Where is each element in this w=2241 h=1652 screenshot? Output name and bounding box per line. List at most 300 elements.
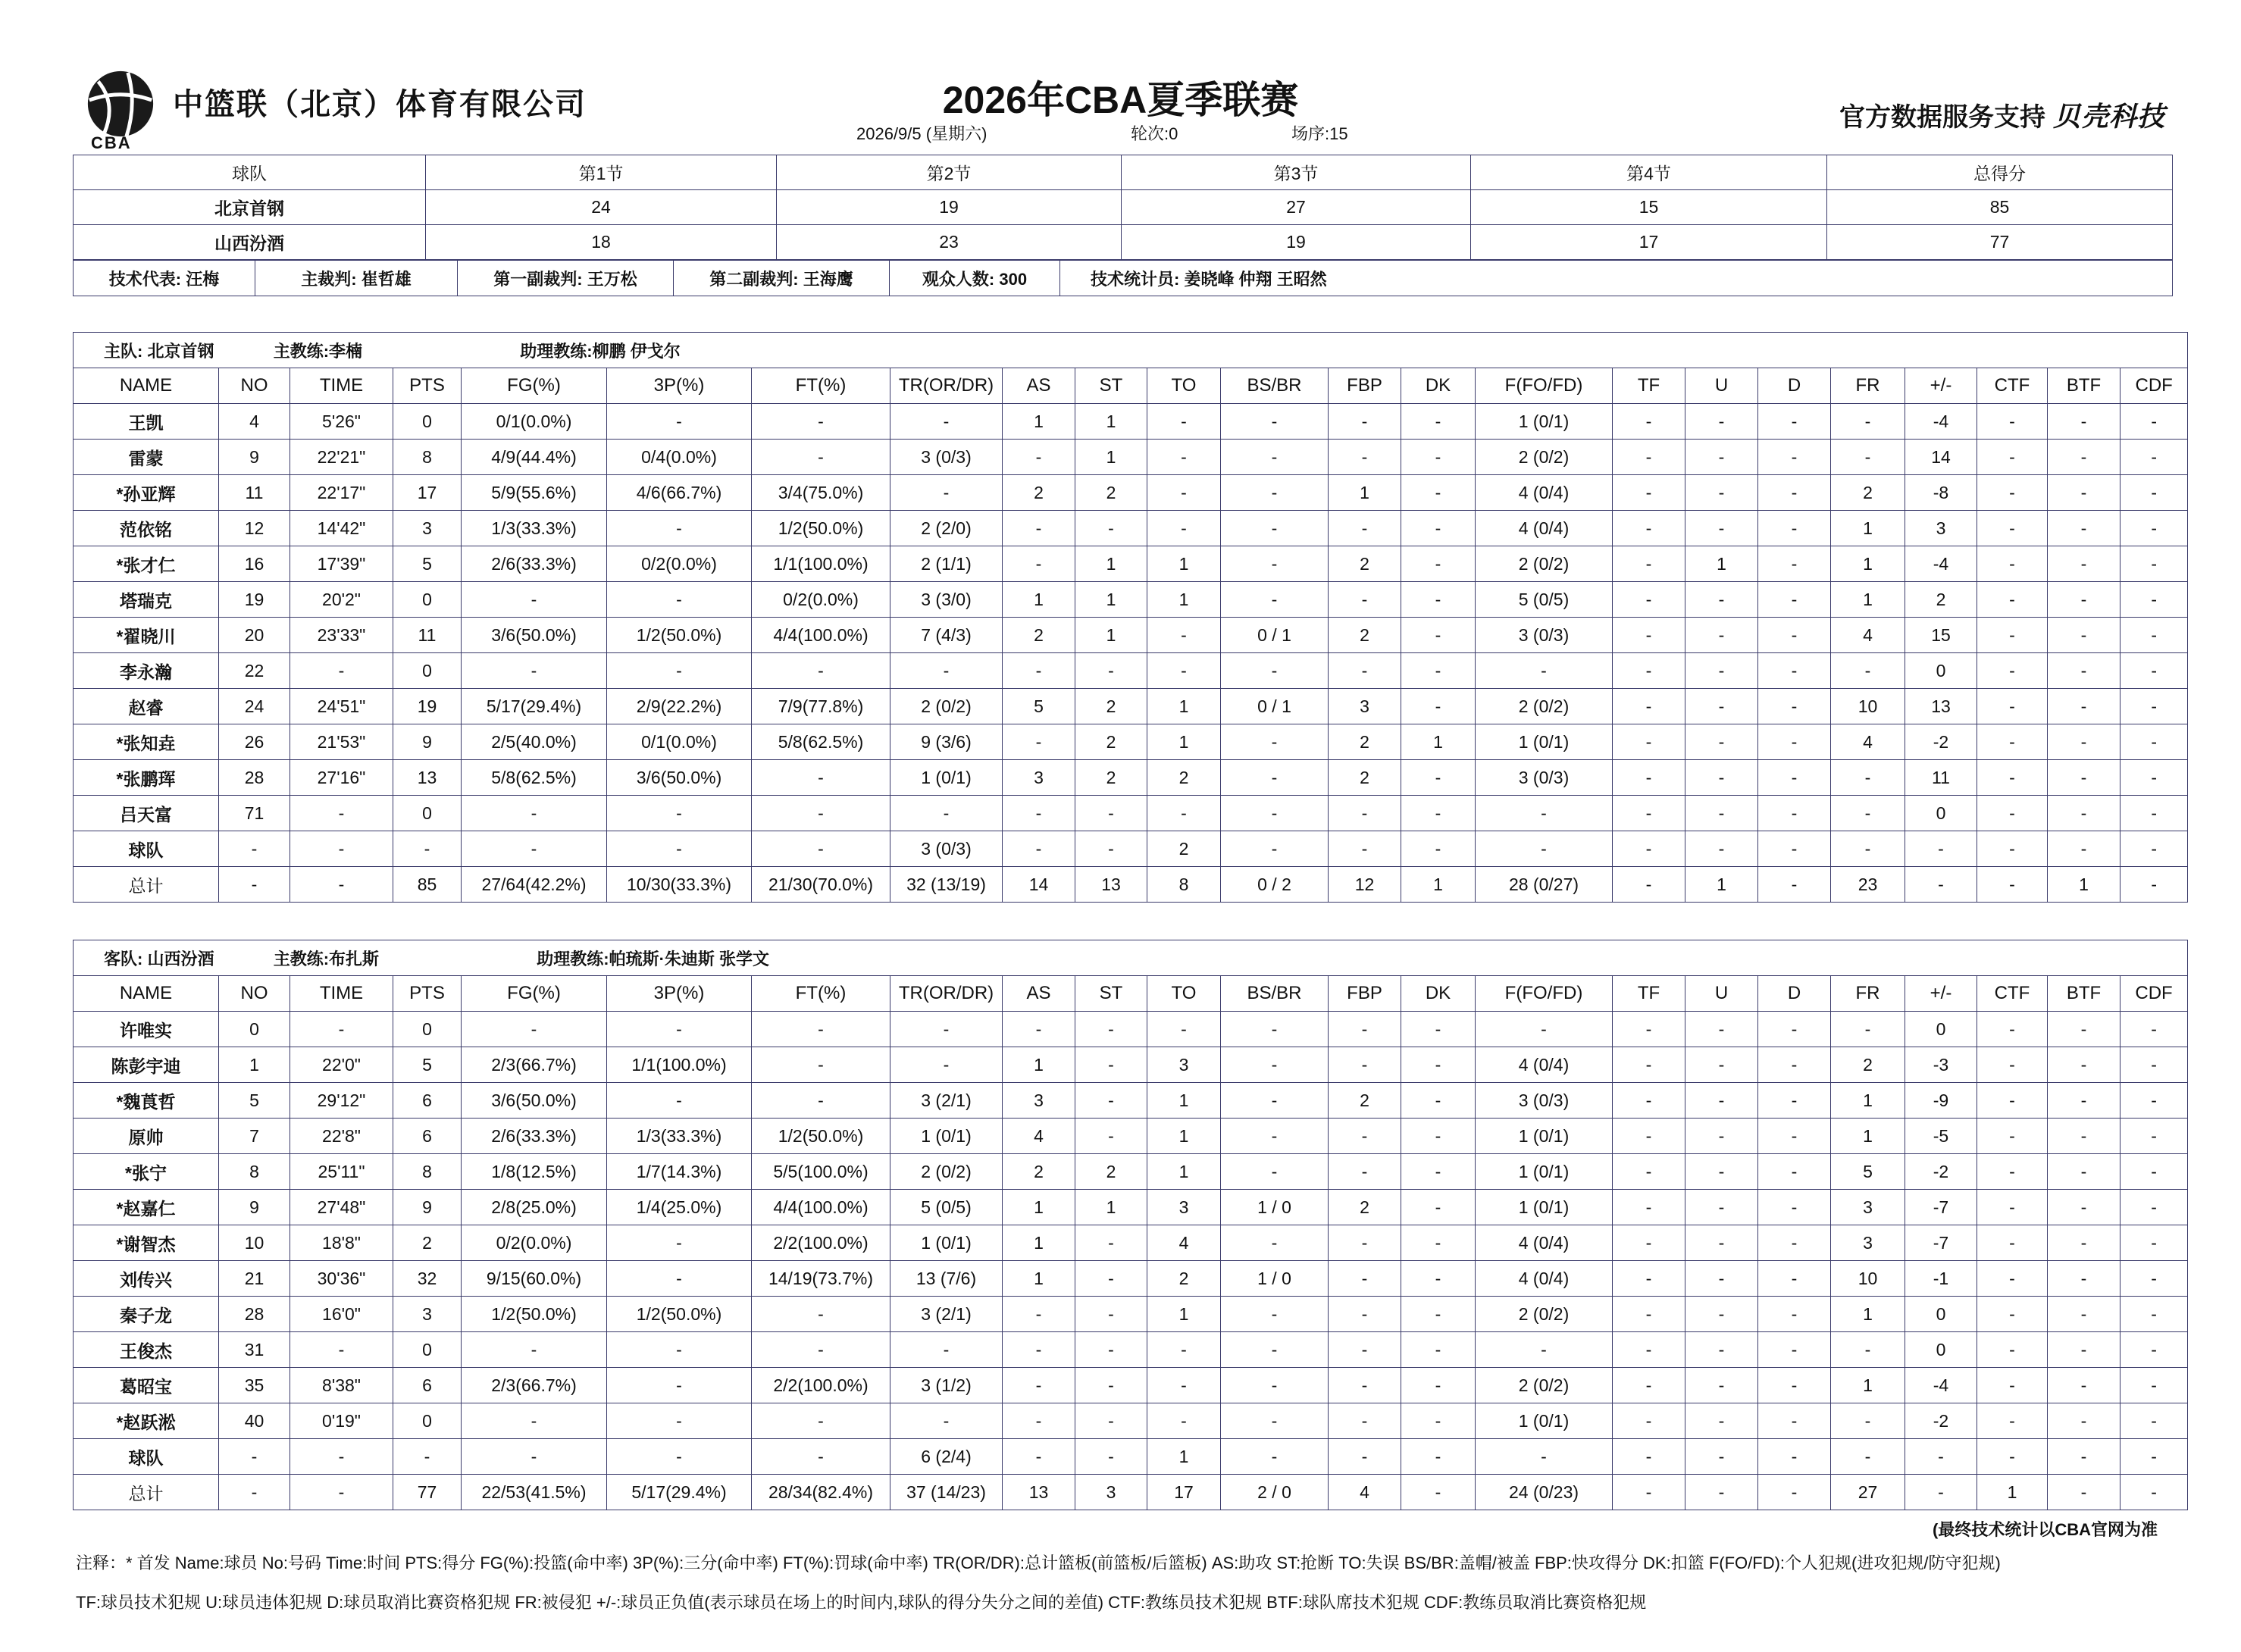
stat-cell: -: [2048, 760, 2120, 796]
player-row: [74, 1225, 2188, 1261]
score-cell: 27: [1122, 190, 1471, 225]
stat-cell: -: [1977, 1154, 2048, 1190]
stat-cell: 13: [393, 760, 462, 796]
stat-cell: -: [2048, 1332, 2120, 1368]
stat-cell: 0/2(0.0%): [607, 546, 752, 582]
stat-cell: 0 / 2: [1221, 867, 1329, 903]
stat-cell: 3: [1147, 1190, 1221, 1225]
stat-cell: 1: [1147, 1083, 1221, 1119]
stat-cell: 2: [1075, 724, 1147, 760]
stat-cell: -: [1329, 1261, 1401, 1297]
stat-cell: -: [1003, 546, 1075, 582]
stat-cell: -: [1329, 1119, 1401, 1154]
stat-cell: -: [1758, 1119, 1831, 1154]
stat-cell: 24 (0/23): [1476, 1475, 1613, 1510]
stat-cell: -: [219, 867, 290, 903]
stat-cell: -: [1075, 1012, 1147, 1047]
stat-cell: -: [2048, 618, 2120, 653]
player-row: [74, 1368, 2188, 1403]
stat-cell: -: [1221, 1119, 1329, 1154]
stat-cell: -: [1401, 404, 1476, 440]
column-header: +/-: [1905, 368, 1977, 404]
stat-cell: 0/4(0.0%): [607, 440, 752, 475]
stat-cell: -: [1758, 1332, 1831, 1368]
stat-cell: -: [1329, 1225, 1401, 1261]
stat-cell: 1: [1003, 404, 1075, 440]
stat-cell: -: [890, 796, 1003, 831]
stat-cell: 1: [1831, 1119, 1905, 1154]
stat-cell: 8: [219, 1154, 290, 1190]
stat-cell: 23: [1831, 867, 1905, 903]
stat-cell: -: [1758, 1047, 1831, 1083]
stat-cell: -: [1221, 1154, 1329, 1190]
stat-cell: -: [1905, 1475, 1977, 1510]
stat-cell: 3/4(75.0%): [752, 475, 890, 511]
official-referee: 主裁判: 崔哲雄: [255, 261, 458, 296]
stat-cell: 2: [1147, 831, 1221, 867]
stat-cell: 3 (1/2): [890, 1368, 1003, 1403]
stat-cell: -: [1003, 1439, 1075, 1475]
stat-cell: -: [752, 1297, 890, 1332]
stat-cell: 1: [1685, 867, 1758, 903]
player-name: *张知垚: [74, 724, 219, 760]
stat-cell: 12: [219, 511, 290, 546]
player-name: 球队: [74, 831, 219, 867]
stat-cell: -: [1221, 475, 1329, 511]
stat-cell: -9: [1905, 1083, 1977, 1119]
stat-cell: 2: [1075, 689, 1147, 724]
stat-cell: 1 (0/1): [1476, 1403, 1613, 1439]
away-caption-row: [74, 940, 2188, 976]
stat-cell: 4: [1003, 1119, 1075, 1154]
stat-cell: 2 (0/2): [1476, 1368, 1613, 1403]
player-row: [74, 653, 2188, 689]
stat-cell: 5: [393, 1047, 462, 1083]
player-row: [74, 831, 2188, 867]
stat-cell: -: [1401, 796, 1476, 831]
stat-cell: -: [752, 831, 890, 867]
stat-cell: -: [1075, 1368, 1147, 1403]
stat-cell: -: [1613, 796, 1685, 831]
stat-cell: -: [1977, 1190, 2048, 1225]
player-name: 王凯: [74, 404, 219, 440]
stat-cell: -: [607, 511, 752, 546]
stat-cell: -: [1221, 582, 1329, 618]
stat-cell: -: [1685, 1190, 1758, 1225]
stat-cell: -: [1401, 546, 1476, 582]
stat-cell: -: [1221, 1083, 1329, 1119]
stat-cell: -: [1758, 1475, 1831, 1510]
player-row: [74, 404, 2188, 440]
stat-cell: 1/4(25.0%): [607, 1190, 752, 1225]
home-coach: 主教练:李楠: [273, 341, 363, 361]
stat-cell: -: [2048, 1225, 2120, 1261]
stat-cell: -: [1831, 1012, 1905, 1047]
stat-cell: -: [1831, 1439, 1905, 1475]
stat-cell: -: [2048, 1368, 2120, 1403]
stat-cell: -: [1221, 1439, 1329, 1475]
stat-cell: 11: [1905, 760, 1977, 796]
stat-cell: -: [462, 796, 607, 831]
stat-cell: 0/1(0.0%): [607, 724, 752, 760]
stat-cell: 5/17(29.4%): [462, 689, 607, 724]
stat-cell: 0'19": [290, 1403, 393, 1439]
stat-cell: -: [1221, 404, 1329, 440]
stat-cell: 2: [1329, 1083, 1401, 1119]
stat-cell: 1 (0/1): [890, 1225, 1003, 1261]
stat-cell: -: [1221, 796, 1329, 831]
stat-cell: 4: [1147, 1225, 1221, 1261]
column-header: TIME: [290, 976, 393, 1012]
stat-cell: 2/5(40.0%): [462, 724, 607, 760]
stat-cell: 2/6(33.3%): [462, 1119, 607, 1154]
score-header-row: [74, 155, 2173, 190]
stat-cell: 2 (1/1): [890, 546, 1003, 582]
stat-cell: 5/9(55.6%): [462, 475, 607, 511]
stat-cell: -: [1147, 618, 1221, 653]
stat-cell: -: [1831, 796, 1905, 831]
stat-cell: 22'8": [290, 1119, 393, 1154]
stat-cell: 1: [1147, 689, 1221, 724]
stat-cell: -: [1476, 831, 1613, 867]
stat-cell: -2: [1905, 724, 1977, 760]
stat-cell: -: [1613, 1332, 1685, 1368]
stat-cell: -: [1401, 653, 1476, 689]
stat-cell: -: [1977, 1439, 2048, 1475]
stat-cell: -: [1221, 653, 1329, 689]
stat-cell: -: [1003, 831, 1075, 867]
stat-cell: 3: [1075, 1475, 1147, 1510]
column-header: DK: [1401, 368, 1476, 404]
stat-cell: -: [2048, 831, 2120, 867]
player-name: 李永瀚: [74, 653, 219, 689]
stat-cell: -: [1685, 1403, 1758, 1439]
stat-cell: 3/6(50.0%): [462, 618, 607, 653]
stat-cell: -: [1147, 796, 1221, 831]
stat-cell: 1/2(50.0%): [607, 618, 752, 653]
stat-cell: 1: [1075, 404, 1147, 440]
stat-cell: 3: [1003, 760, 1075, 796]
stat-cell: -: [1977, 1297, 2048, 1332]
stat-cell: 2 (0/2): [1476, 546, 1613, 582]
stat-cell: -: [2120, 1261, 2188, 1297]
stat-cell: 4 (0/4): [1476, 511, 1613, 546]
stat-cell: -: [1613, 1403, 1685, 1439]
stat-cell: 9 (3/6): [890, 724, 1003, 760]
match-round: 轮次:0: [1131, 124, 1178, 143]
stat-cell: 5/8(62.5%): [752, 724, 890, 760]
stat-cell: -: [2120, 653, 2188, 689]
stat-cell: 4: [1831, 618, 1905, 653]
stat-cell: -: [2120, 1190, 2188, 1225]
sponsor-label: 官方数据服务支持: [1839, 103, 2045, 132]
stat-cell: 1/2(50.0%): [752, 511, 890, 546]
stat-cell: 10: [1831, 689, 1905, 724]
stat-cell: 3/6(50.0%): [462, 1083, 607, 1119]
stat-cell: -: [1476, 1439, 1613, 1475]
stat-cell: -: [607, 796, 752, 831]
stat-cell: -: [890, 475, 1003, 511]
stat-cell: -: [290, 1332, 393, 1368]
stat-cell: -: [1613, 582, 1685, 618]
home-assistant-coach: 助理教练:柳鹏 伊戈尔: [520, 341, 681, 361]
stat-cell: -: [1685, 1297, 1758, 1332]
stat-cell: 14'42": [290, 511, 393, 546]
score-row-away: [74, 225, 2173, 260]
stat-cell: 1: [1147, 1439, 1221, 1475]
stat-cell: -: [1977, 689, 2048, 724]
home-caption-row: [74, 333, 2188, 368]
stat-cell: -: [1685, 618, 1758, 653]
stat-cell: -: [1977, 1332, 2048, 1368]
stat-cell: -: [1075, 1047, 1147, 1083]
stat-cell: -: [219, 1475, 290, 1510]
away-assistant-coach: 助理教练:帕琉斯·朱迪斯 张学文: [537, 949, 770, 968]
player-row: [74, 689, 2188, 724]
stat-cell: -: [1613, 867, 1685, 903]
stat-cell: -: [1329, 1439, 1401, 1475]
stat-cell: 1/7(14.3%): [607, 1154, 752, 1190]
stat-cell: 27: [1831, 1475, 1905, 1510]
score-cell: 17: [1471, 225, 1827, 260]
stat-cell: -: [890, 653, 1003, 689]
player-row: [74, 1047, 2188, 1083]
stat-cell: 4 (0/4): [1476, 1047, 1613, 1083]
stat-cell: -: [1613, 1297, 1685, 1332]
stat-cell: 71: [219, 796, 290, 831]
stat-cell: -: [1003, 440, 1075, 475]
stat-cell: 7/9(77.8%): [752, 689, 890, 724]
stat-cell: -: [1401, 1154, 1476, 1190]
stat-cell: -: [607, 582, 752, 618]
stat-cell: -: [2120, 404, 2188, 440]
column-header: TF: [1613, 976, 1685, 1012]
stat-cell: -: [1401, 1190, 1476, 1225]
stat-cell: -: [1401, 1119, 1476, 1154]
stat-cell: -: [1977, 1403, 2048, 1439]
column-header: BS/BR: [1221, 976, 1329, 1012]
player-row: [74, 618, 2188, 653]
stat-cell: 9: [219, 440, 290, 475]
stat-cell: 1: [2048, 867, 2120, 903]
stat-cell: -: [1613, 1119, 1685, 1154]
stat-cell: 2: [393, 1225, 462, 1261]
stat-cell: 1 (0/1): [1476, 1119, 1613, 1154]
stat-cell: -: [607, 653, 752, 689]
stat-cell: -: [1758, 1190, 1831, 1225]
stat-cell: -: [2048, 653, 2120, 689]
stat-cell: -: [2048, 689, 2120, 724]
stat-cell: 16: [219, 546, 290, 582]
stat-cell: -: [1613, 475, 1685, 511]
stat-cell: 0: [1905, 1012, 1977, 1047]
stat-cell: 3 (2/1): [890, 1083, 1003, 1119]
official-tech-rep: 技术代表: 汪梅: [74, 261, 255, 296]
stat-cell: -: [752, 1439, 890, 1475]
stat-cell: 2 / 0: [1221, 1475, 1329, 1510]
score-cell: 19: [1122, 225, 1471, 260]
stat-cell: -: [1685, 653, 1758, 689]
score-header: 第3节: [1122, 155, 1471, 190]
stat-cell: -: [607, 1439, 752, 1475]
score-cell: 85: [1827, 190, 2173, 225]
player-name: *孙亚辉: [74, 475, 219, 511]
attendance: 观众人数: 300: [890, 261, 1060, 296]
stat-cell: 24: [219, 689, 290, 724]
player-row: [74, 1297, 2188, 1332]
stat-cell: -: [1075, 1332, 1147, 1368]
stat-cell: -: [462, 1439, 607, 1475]
stat-cell: -: [1329, 582, 1401, 618]
stat-cell: -2: [1905, 1154, 1977, 1190]
stat-cell: -: [1075, 831, 1147, 867]
stat-cell: -: [607, 404, 752, 440]
player-row: [74, 724, 2188, 760]
stat-cell: -: [1329, 440, 1401, 475]
stat-cell: -: [1758, 1368, 1831, 1403]
stat-cell: 2/3(66.7%): [462, 1368, 607, 1403]
stat-cell: -: [1329, 796, 1401, 831]
stat-cell: -: [2120, 831, 2188, 867]
stat-cell: 1 (0/1): [1476, 404, 1613, 440]
away-header-row: [74, 976, 2188, 1012]
stat-cell: -: [1401, 1368, 1476, 1403]
stat-cell: -: [1758, 582, 1831, 618]
report-header: [0, 0, 2241, 152]
stat-cell: 2: [1075, 760, 1147, 796]
officials-table: [73, 260, 2173, 296]
column-header: TF: [1613, 368, 1685, 404]
stat-cell: -: [1758, 1297, 1831, 1332]
score-team: 山西汾酒: [74, 225, 426, 260]
stat-cell: -: [1977, 653, 2048, 689]
official-umpire-2: 第二副裁判: 王海鹰: [674, 261, 890, 296]
player-name: 雷蒙: [74, 440, 219, 475]
stat-cell: -: [1758, 689, 1831, 724]
stat-cell: -: [1758, 1225, 1831, 1261]
stat-cell: 3 (0/3): [1476, 760, 1613, 796]
player-name: *谢智杰: [74, 1225, 219, 1261]
stat-cell: -: [1147, 475, 1221, 511]
score-header: 总得分: [1827, 155, 2173, 190]
stat-cell: 2/3(66.7%): [462, 1047, 607, 1083]
player-name: *翟晓川: [74, 618, 219, 653]
stat-cell: 1 (0/1): [890, 1119, 1003, 1154]
column-header: NO: [219, 368, 290, 404]
stat-cell: -: [2120, 1154, 2188, 1190]
stat-cell: -: [607, 1261, 752, 1297]
stat-cell: 18'8": [290, 1225, 393, 1261]
stat-cell: 5/5(100.0%): [752, 1154, 890, 1190]
player-row: [74, 546, 2188, 582]
stat-cell: -: [1758, 1261, 1831, 1297]
stat-cell: 13: [1905, 689, 1977, 724]
stat-cell: -: [2048, 1083, 2120, 1119]
stat-cell: -: [1329, 653, 1401, 689]
stat-cell: -: [1075, 511, 1147, 546]
stat-cell: 1 (0/1): [1476, 1154, 1613, 1190]
column-header: FT(%): [752, 976, 890, 1012]
stat-cell: -: [752, 1047, 890, 1083]
stat-cell: 1/1(100.0%): [607, 1047, 752, 1083]
final-note: (最终技术统计以CBA官网为准: [1933, 1520, 2158, 1539]
stat-cell: -: [1147, 440, 1221, 475]
stat-cell: -: [1003, 1297, 1075, 1332]
stat-cell: 1: [1075, 1190, 1147, 1225]
stat-cell: -: [1613, 404, 1685, 440]
home-caption: [74, 333, 2188, 368]
stat-cell: -: [1147, 1368, 1221, 1403]
stat-cell: 2: [1329, 724, 1401, 760]
stat-cell: -: [1221, 1368, 1329, 1403]
stat-cell: -: [1003, 653, 1075, 689]
stat-cell: -: [1003, 511, 1075, 546]
stat-cell: 0: [393, 796, 462, 831]
column-header: AS: [1003, 368, 1075, 404]
column-header: F(FO/FD): [1476, 368, 1613, 404]
stat-cell: 17: [393, 475, 462, 511]
column-header: 3P(%): [607, 976, 752, 1012]
stat-cell: -: [393, 1439, 462, 1475]
stat-cell: -: [2048, 796, 2120, 831]
score-cell: 15: [1471, 190, 1827, 225]
stat-cell: 4 (0/4): [1476, 475, 1613, 511]
stat-cell: -: [1147, 404, 1221, 440]
stat-cell: -: [1977, 1225, 2048, 1261]
stat-cell: -: [1613, 511, 1685, 546]
stat-cell: 2/2(100.0%): [752, 1225, 890, 1261]
stat-cell: -: [1685, 1225, 1758, 1261]
stat-cell: -: [752, 1332, 890, 1368]
stat-cell: 3/6(50.0%): [607, 760, 752, 796]
player-name: *张才仁: [74, 546, 219, 582]
stat-cell: 21/30(70.0%): [752, 867, 890, 903]
player-row: [74, 1012, 2188, 1047]
stat-cell: 1: [1831, 546, 1905, 582]
stat-cell: -: [462, 582, 607, 618]
stat-cell: 3: [1003, 1083, 1075, 1119]
stat-cell: 0 / 1: [1221, 689, 1329, 724]
official-umpire-1: 第一副裁判: 王万松: [458, 261, 674, 296]
stat-cell: -: [1075, 1119, 1147, 1154]
stat-cell: -: [752, 796, 890, 831]
player-row: [74, 1439, 2188, 1475]
stat-cell: -: [1685, 831, 1758, 867]
player-row: [74, 511, 2188, 546]
sponsor-brand: 贝壳科技: [2052, 101, 2165, 132]
stat-cell: 6: [393, 1368, 462, 1403]
stat-cell: -: [1147, 1012, 1221, 1047]
player-name: 吕天富: [74, 796, 219, 831]
stat-cell: -: [1685, 1439, 1758, 1475]
column-header: U: [1685, 976, 1758, 1012]
stat-cell: -: [2048, 511, 2120, 546]
stat-cell: -: [1401, 1225, 1476, 1261]
stat-cell: -: [1401, 831, 1476, 867]
stat-cell: -: [1977, 440, 2048, 475]
player-name: 王俊杰: [74, 1332, 219, 1368]
stat-cell: -: [1075, 1403, 1147, 1439]
stat-cell: 4 (0/4): [1476, 1261, 1613, 1297]
stat-cell: 0/2(0.0%): [462, 1225, 607, 1261]
stat-cell: 3: [1831, 1190, 1905, 1225]
stat-cell: 1: [1075, 582, 1147, 618]
score-cell: 19: [777, 190, 1122, 225]
stat-cell: -: [1977, 475, 2048, 511]
stat-cell: -: [1401, 1083, 1476, 1119]
stat-cell: 4: [1329, 1475, 1401, 1510]
stat-cell: 1/1(100.0%): [752, 546, 890, 582]
